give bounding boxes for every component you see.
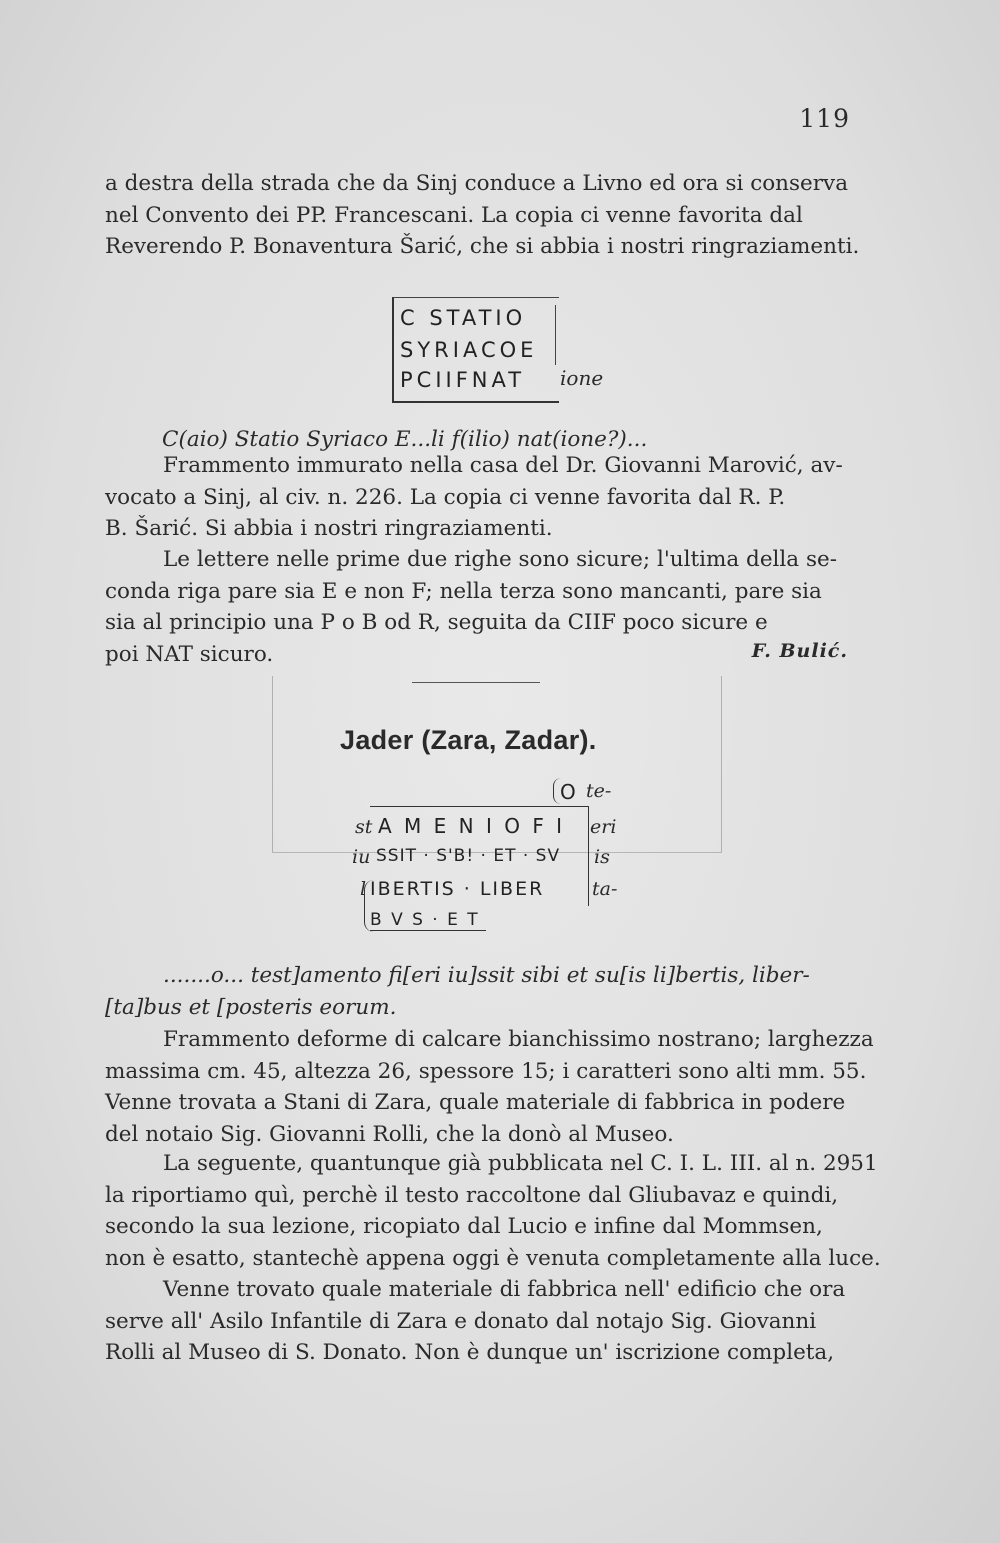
paragraph-2 <box>105 450 865 545</box>
text-line: Venne trovato quale materiale di fabbrica nell' edificio che ora <box>163 1277 846 1302</box>
text-line: Venne trovata a Stani di Zara, quale materiale di fabbrica in podere <box>105 1090 846 1115</box>
inscription-2-left-note: st <box>355 816 373 838</box>
text-line: Frammento deforme di calcare bianchissimo nostrano; larghezza <box>163 1027 874 1052</box>
inscription-2-line: A M E N I O F I <box>378 814 566 838</box>
text-line: vocato a Sinj, al civ. n. 226. La copia ci venne favorita dal R. P. <box>105 484 786 510</box>
inscription-2-right-note: eri <box>590 816 617 838</box>
inscription-1-line: SYRIACOE <box>400 338 538 362</box>
inscription-2-top: O <box>560 780 579 804</box>
page-number: 119 <box>799 104 850 133</box>
inscription-2-reading <box>105 960 865 1023</box>
inscription-2-left-note: l <box>360 878 367 900</box>
inscription-2-top-edge <box>370 806 588 807</box>
text-line: secondo la sua lezione, ricopiato dal Lucio e infine dal Mommsen, <box>105 1214 823 1239</box>
text-line: conda riga pare sia E e non F; nella terza sono mancanti, pare sia <box>105 578 822 604</box>
text-line: B. Šarić. Si abbia i nostri ringraziamenti. <box>105 516 553 541</box>
paragraph-5 <box>105 1148 881 1274</box>
text-line: serve all' Asilo Infantile di Zara e donato dal notajo Sig. Giovanni <box>105 1308 817 1334</box>
text-line: sia al principio una P o B od R, seguita da CIIF poco sicure e <box>105 610 768 635</box>
inscription-2-bottom-edge <box>370 930 486 931</box>
text-line: la riportiamo quì, perchè il testo raccoltone dal Gliubavaz e quindi, <box>105 1182 839 1208</box>
inscription-2-right-note: is <box>594 846 610 868</box>
inscription-1-tail: ione <box>560 366 604 390</box>
reading-line: C(aio) Statio Syriaco E...li f(ilio) nat(ione?)... <box>162 427 648 452</box>
text-line: del notaio Sig. Giovanni Rolli, che la donò al Museo. <box>105 1121 674 1147</box>
inscription-1-box <box>392 297 559 403</box>
intro-paragraph <box>105 168 865 263</box>
text-line: Rolli al Museo di S. Donato. Non è dunque un' iscrizione completa, <box>105 1340 835 1365</box>
inscription-2-line: B V S · E T <box>370 910 480 930</box>
inscription-2-line: IBERTIS · LIBER <box>370 878 545 900</box>
inscription-2-bracket <box>553 778 566 804</box>
text-line: poi NAT sicuro. <box>105 641 274 667</box>
text-line: Frammento immurato nella casa del Dr. Giovanni Marović, av- <box>163 453 843 478</box>
paragraph-6 <box>105 1274 865 1369</box>
inscription-1-line: PCIIFNAT <box>400 368 526 392</box>
paragraph-4 <box>105 1024 874 1150</box>
inscription-2-right-note: ta- <box>592 878 618 900</box>
section-heading: Jader (Zara, Zadar). <box>340 725 597 755</box>
text-line: Reverendo P. Bonaventura Šarić, che si abbia i nostri ringraziamenti. <box>105 234 860 259</box>
text-line: La seguente, quantunque già pubblicata nel C. I. L. III. al n. 2951 <box>163 1151 878 1176</box>
text-line: non è esatto, stantechè appena oggi è venuta completamente alla luce. <box>105 1245 881 1271</box>
text-line: massima cm. 45, altezza 26, spessore 15; i caratteri sono alti mm. 55. <box>105 1058 867 1084</box>
inscription-1-line: C STATIO <box>400 306 527 330</box>
inscription-2-right-edge <box>588 806 589 906</box>
reading-line: .......o... test]amento fi[eri iu]ssit sibi et su[is li]bertis, liber- <box>163 963 810 988</box>
inscription-2-top-side: te- <box>586 780 612 802</box>
inscription-1-right-edge <box>555 305 556 365</box>
inscription-2-left-edge <box>364 880 375 932</box>
author-signature: F. Bulić. <box>751 640 848 662</box>
inscription-2-left-note: iu <box>352 846 371 868</box>
reading-line: [ta]bus et [posteris eorum. <box>105 994 397 1020</box>
inscription-2-line: SSIT · S'B! · ET · SV <box>376 846 561 866</box>
text-line: nel Convento dei PP. Francescani. La copia ci venne favorita dal <box>105 202 803 228</box>
text-line: Le lettere nelle prime due righe sono sicure; l'ultima della se- <box>163 547 837 572</box>
text-line: a destra della strada che da Sinj conduce a Livno ed ora si conserva <box>105 171 849 196</box>
